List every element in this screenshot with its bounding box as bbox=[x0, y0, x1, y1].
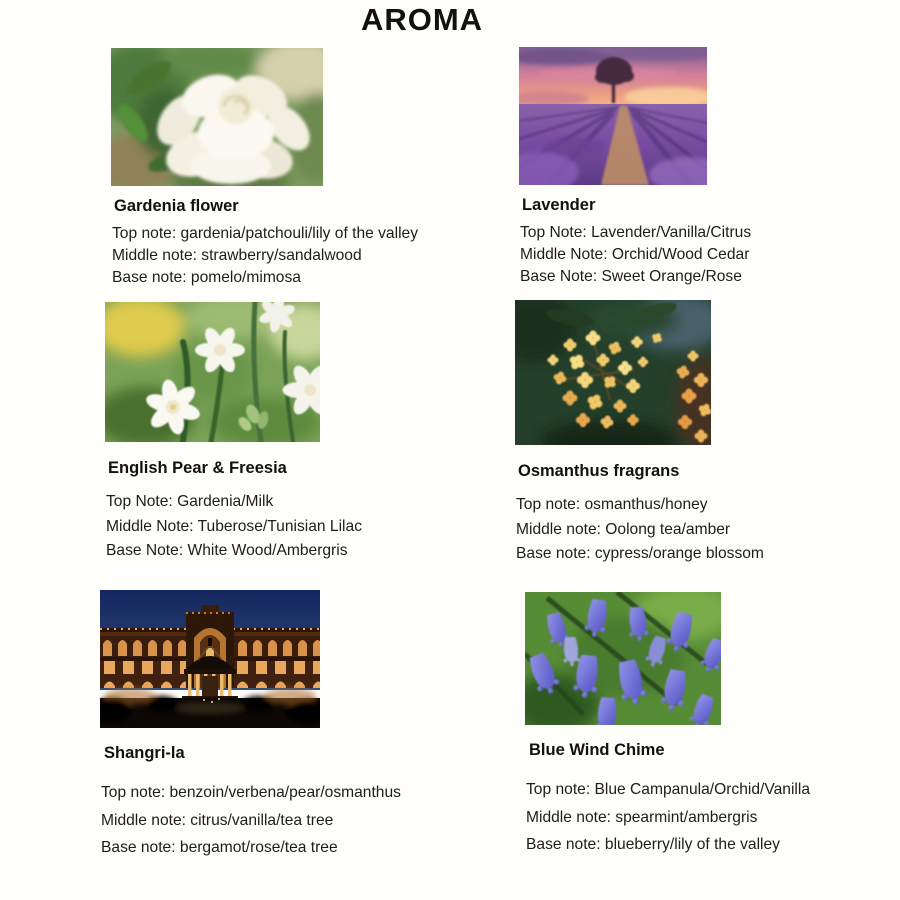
note-middle: Middle note: spearmint/ambergris bbox=[526, 808, 758, 826]
note-top: Top Note: Lavender/Vanilla/Citrus bbox=[520, 224, 752, 241]
note-base: Base Note: Sweet Orange/Rose bbox=[520, 268, 742, 285]
note-top: Top Note: Gardenia/Milk bbox=[106, 493, 274, 510]
note-middle: Middle note: citrus/vanilla/tea tree bbox=[101, 811, 334, 829]
product-name: English Pear & Freesia bbox=[108, 459, 287, 477]
product-card-freesia bbox=[105, 302, 362, 564]
note-middle: Middle Note: Orchid/Wood Cedar bbox=[520, 246, 750, 263]
product-name: Blue Wind Chime bbox=[529, 741, 665, 759]
note-base: Base note: cypress/orange blossom bbox=[516, 545, 764, 562]
bluebell-photo bbox=[525, 592, 810, 725]
product-notes bbox=[520, 222, 751, 288]
note-base: Base note: bergamot/rose/tea tree bbox=[101, 839, 338, 856]
product-name: Gardenia flower bbox=[114, 197, 239, 215]
note-top: Top note: Blue Campanula/Orchid/Vanilla bbox=[526, 781, 811, 798]
note-middle: Middle Note: Tuberose/Tunisian Lilac bbox=[106, 517, 362, 535]
note-top: Top note: osmanthus/honey bbox=[516, 496, 708, 513]
product-notes bbox=[112, 223, 418, 289]
product-notes bbox=[516, 493, 764, 567]
lavender-photo bbox=[519, 47, 751, 185]
note-top: Top note: benzoin/verbena/pear/osmanthus bbox=[101, 784, 401, 801]
note-base: Base note: pomelo/mimosa bbox=[112, 269, 301, 286]
product-notes bbox=[526, 776, 810, 859]
osmanthus-photo bbox=[515, 300, 764, 445]
product-name: Shangri-la bbox=[104, 744, 185, 762]
product-name: Lavender bbox=[522, 196, 596, 214]
note-base: Base note: blueberry/lily of the valley bbox=[526, 836, 780, 853]
product-card-osmanthus bbox=[515, 300, 764, 567]
product-card-blue-wind-chime bbox=[525, 592, 810, 859]
product-card-lavender bbox=[519, 47, 751, 288]
gardenia-photo bbox=[111, 48, 418, 186]
note-middle: Middle note: Oolong tea/amber bbox=[516, 520, 731, 538]
note-top: Top note: gardenia/patchouli/lily of the valley bbox=[112, 225, 419, 242]
page-title: AROMA bbox=[360, 2, 484, 37]
product-name: Osmanthus fragrans bbox=[518, 462, 680, 480]
product-notes bbox=[106, 490, 362, 564]
product-notes bbox=[101, 779, 401, 862]
product-card-gardenia bbox=[111, 48, 418, 289]
shangri-la-photo bbox=[100, 590, 401, 728]
product-card-shangri-la bbox=[100, 590, 401, 862]
note-base: Base Note: White Wood/Ambergris bbox=[106, 542, 348, 559]
freesia-photo bbox=[105, 302, 362, 442]
note-middle: Middle note: strawberry/sandalwood bbox=[112, 247, 362, 264]
